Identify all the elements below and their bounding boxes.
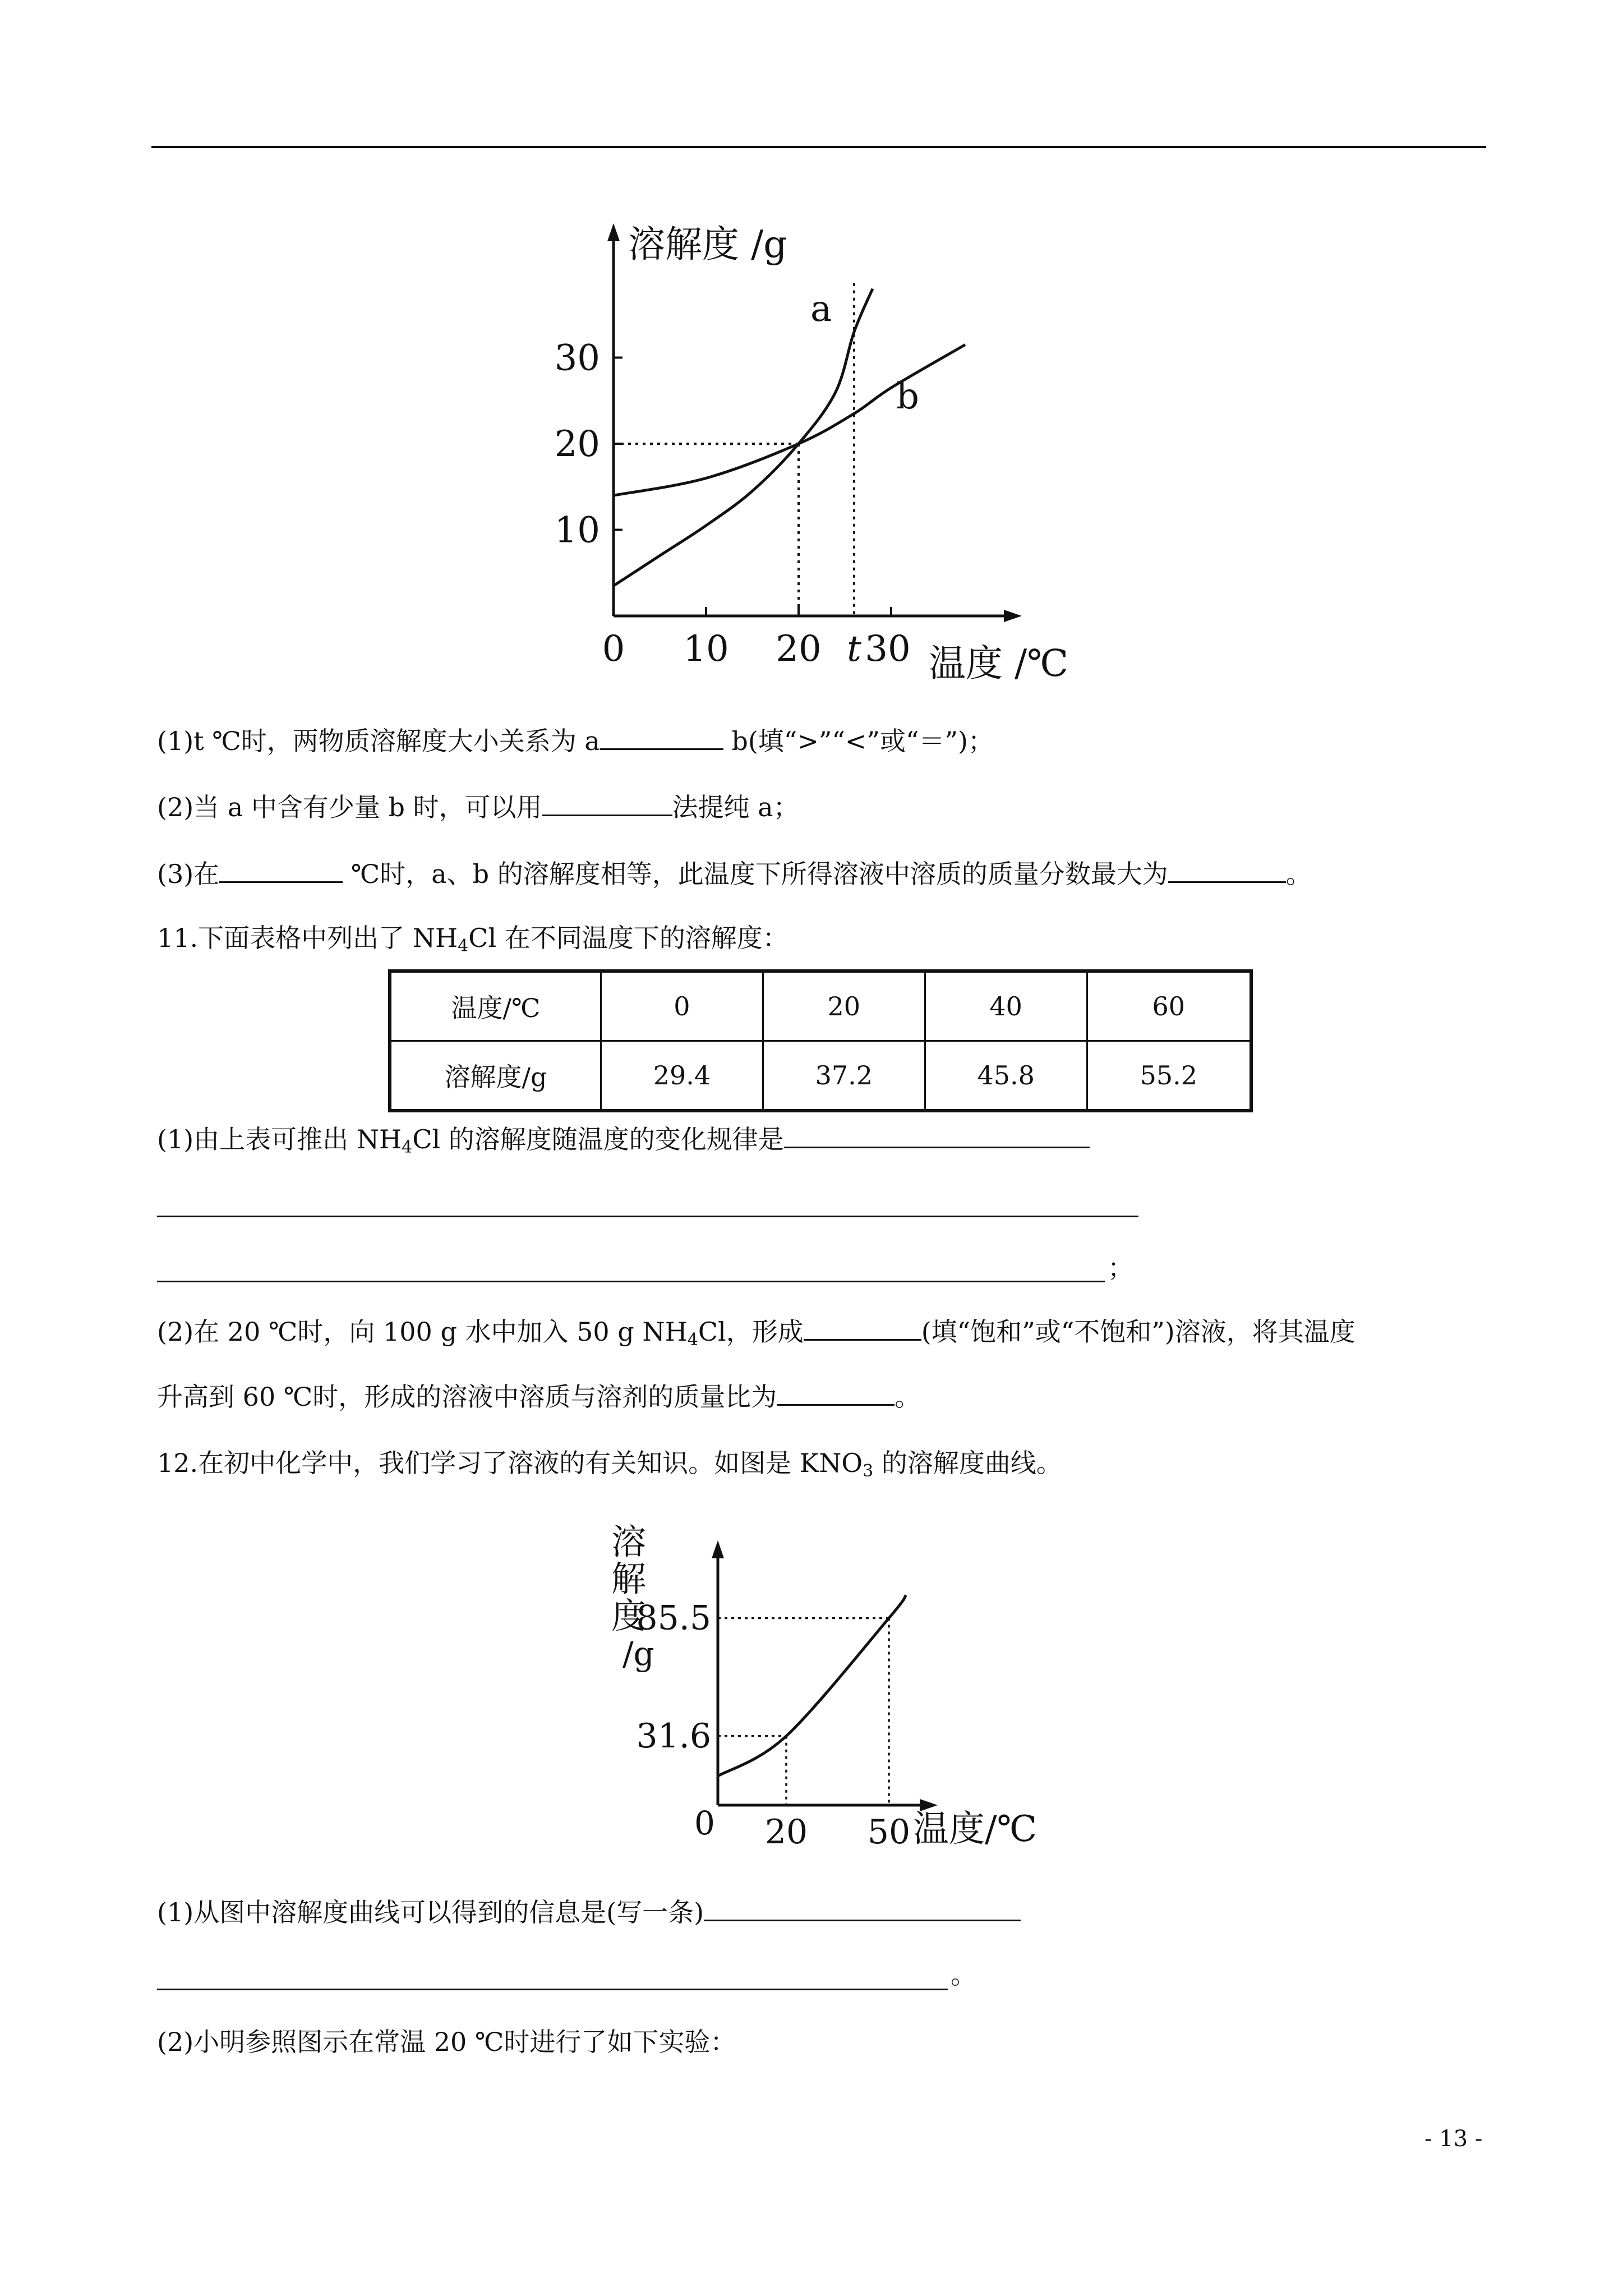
y-tick-label: 85.5: [636, 1598, 711, 1638]
answer-blank[interactable]: [704, 1895, 1021, 1921]
y-tick-label: 20: [554, 424, 600, 465]
chart2-xlabel: 温度/℃: [913, 1809, 1038, 1850]
x-tick-label: 20: [764, 1812, 808, 1852]
x-tick-label: 50: [867, 1812, 911, 1852]
q12-stem: 12.在初中化学中，我们学习了溶液的有关知识。如图是 $KNO_3$ 的溶解度曲线。: [157, 1448, 1062, 1481]
table-cell: 37.2: [763, 1041, 925, 1111]
q10-part3: (3)在 ℃时，a、b 的溶解度相等，此温度下所得溶液中溶质的质量分数最大为 。: [157, 857, 1312, 891]
q11-part2-line2: 升高到 60 ℃时，形成的溶液中溶质与溶剂的质量比为 。: [157, 1379, 920, 1414]
chart2-ylabel-char: 度: [611, 1595, 647, 1636]
page-number: - 13 -: [1424, 2126, 1483, 2152]
table-cell: 29.4: [601, 1041, 763, 1111]
table-cell: 20: [763, 971, 925, 1041]
chart1-ylabel: 溶解度 /g: [628, 223, 787, 266]
chart2-ylabel-char: 溶: [611, 1521, 647, 1562]
chart2-origin: 0: [694, 1804, 715, 1842]
table-cell: 0: [601, 971, 763, 1041]
answer-line[interactable]: [157, 1989, 948, 1990]
q11-part2: (2)在 20 ℃时，向 100 g 水中加入 50 g $NH_4Cl$，形成 (填“饱和”或“不饱和”)溶液，将其温度: [157, 1314, 1355, 1357]
series-label-a: a: [810, 288, 832, 330]
kno3-curve: [718, 1595, 906, 1777]
q12-part2: (2)小明参照图示在常温 20 ℃时进行了如下实验：: [157, 2027, 736, 2057]
x-tick-label: 0: [602, 628, 625, 670]
y-tick-label: 10: [554, 509, 600, 551]
q10-part1: (1)t ℃时，两物质溶解度大小关系为 a b(填“>”“<”或“＝”)；: [157, 724, 994, 758]
series-label-b: b: [896, 376, 919, 417]
x-tick-label: 30: [865, 628, 911, 670]
chart2-ylabel-unit: /g: [623, 1635, 654, 1673]
table-cell: 60: [1087, 971, 1251, 1041]
chart1-xlabel: 温度 /℃: [929, 642, 1069, 685]
q12-part1: (1)从图中溶解度曲线可以得到的信息是(写一条): [157, 1895, 1021, 1929]
y-tick-label: 31.6: [636, 1716, 711, 1756]
q11-stem: 11.下面表格中列出了 $NH_4Cl$ 在不同温度下的溶解度：: [157, 923, 789, 956]
x-tick-label: 10: [683, 628, 729, 670]
chart2-axes: [712, 1540, 938, 1811]
table-cell: 45.8: [925, 1041, 1087, 1111]
table-cell: 溶解度/g: [390, 1041, 601, 1111]
q12-part1-end: 。: [951, 1959, 976, 1990]
x-tick-label: t: [847, 628, 861, 670]
x-tick-label: 20: [776, 628, 822, 670]
table-cell: 温度/℃: [390, 971, 601, 1041]
table-cell: 55.2: [1087, 1041, 1251, 1111]
q10-part2: (2)当 a 中含有少量 b 时，可以用 法提纯 a；: [157, 790, 799, 824]
y-tick-label: 30: [554, 337, 600, 379]
q11-part1: (1)由上表可推出 $NH_4Cl$ 的溶解度随温度的变化规律是: [157, 1122, 1090, 1165]
chart2-ylabel-char: 解: [611, 1558, 647, 1599]
q11-part1-end: ；: [1108, 1253, 1133, 1283]
table-cell: 40: [925, 971, 1087, 1041]
